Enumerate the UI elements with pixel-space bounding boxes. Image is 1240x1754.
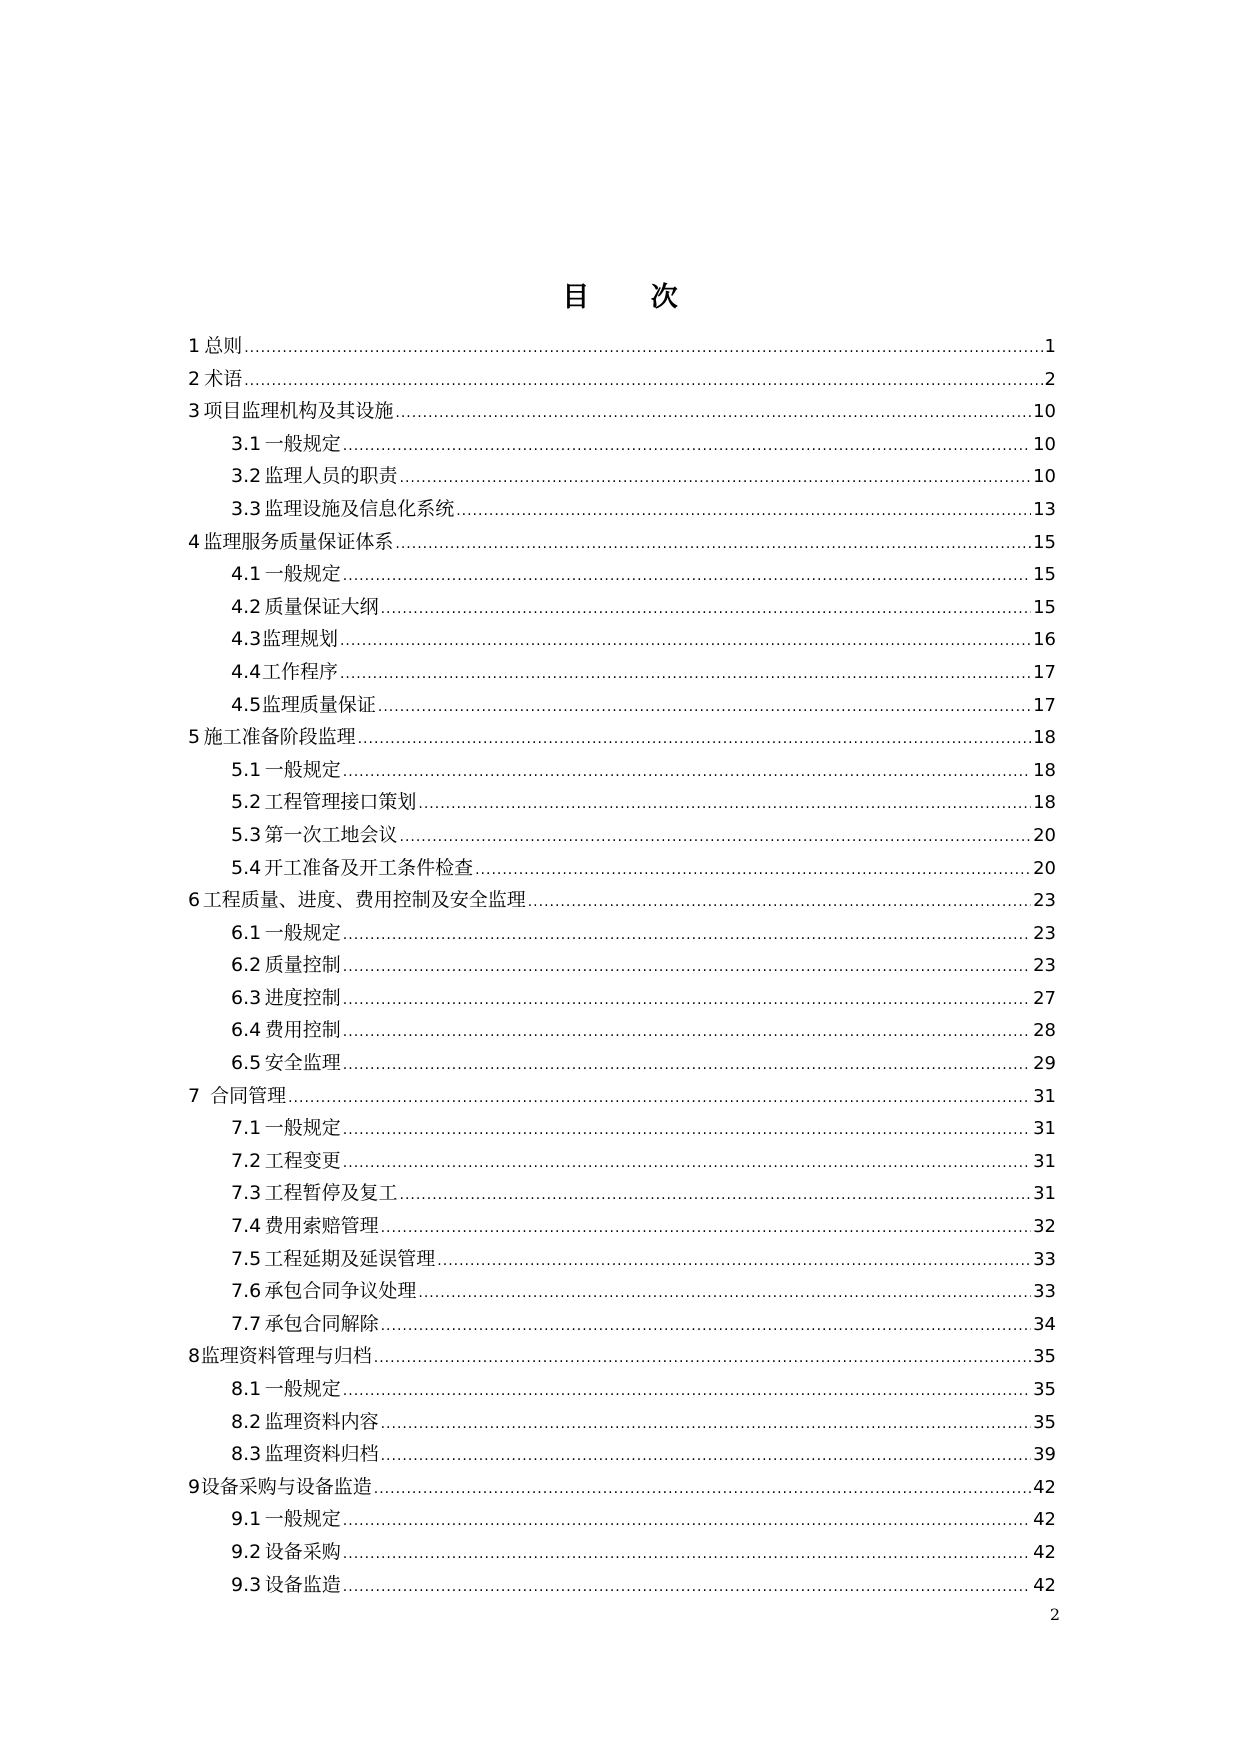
page-number: 2 [1049,1605,1060,1624]
toc-entry-label: 质量保证大纲 [264,595,379,618]
toc-entry-page: 17 [1033,694,1056,716]
toc-entry-label: 工程暂停及复工 [264,1182,398,1205]
toc-entry-page: 34 [1033,1313,1056,1335]
toc-entry-label: 费用控制 [264,1019,341,1042]
toc-entry-number: 7 [188,1084,201,1107]
toc-dot-leader [395,528,1031,561]
toc-entry-page: 20 [1033,857,1056,879]
toc-entry-page: 16 [1033,629,1056,651]
toc-entry-label: 设备采购 [264,1540,341,1563]
toc-entry-page: 33 [1033,1248,1056,1270]
toc-dot-leader [381,1310,1032,1343]
toc-entry-label: 监理质量保证 [261,693,376,716]
toc-entry-number: 9.1 [231,1508,262,1531]
toc-entry-number: 4.2 [231,595,262,618]
toc-dot-leader [343,430,1031,463]
toc-entry[interactable] [188,884,1056,917]
toc-entry-page: 18 [1033,792,1056,814]
toc-entry-number: 7.7 [231,1312,262,1335]
toc-dot-leader [343,756,1031,789]
toc-entry-page: 18 [1033,759,1056,781]
toc-dot-leader [244,365,1042,398]
toc-entry-page: 31 [1033,1150,1056,1172]
toc-entry[interactable] [188,982,1056,1015]
toc-entry[interactable] [188,330,1056,363]
toc-entry-page: 15 [1033,531,1056,553]
toc-entry-number: 5.3 [231,823,262,846]
toc-entry-number: 6.5 [231,1052,262,1075]
toc-entry-label: 工作程序 [261,660,338,683]
toc-entry-label: 一般规定 [264,563,341,586]
toc-dot-leader [418,788,1031,821]
toc-entry-label: 一般规定 [264,1117,341,1140]
toc-entry-page: 17 [1033,661,1056,683]
toc-entry-number: 4 [188,530,201,553]
toc-entry-page: 2 [1044,368,1056,390]
toc-entry-page: 15 [1033,596,1056,618]
toc-dot-leader [343,1571,1031,1604]
toc-entry-number: 7.5 [231,1247,262,1270]
toc-entry-number: 4.3 [231,628,262,651]
toc-entry-label: 质量控制 [264,954,341,977]
toc-entry[interactable] [188,1373,1056,1406]
toc-entry-number: 6.4 [231,1019,262,1042]
toc-entry-number: 6.1 [231,921,262,944]
toc-entry[interactable] [188,786,1056,819]
toc-entry-number: 7.6 [231,1280,262,1303]
toc-entry[interactable] [188,917,1056,950]
toc-entry-number: 8.3 [231,1443,262,1466]
toc-entry-number: 5.1 [231,758,262,781]
toc-entry-page: 32 [1033,1216,1056,1238]
toc-dot-leader [437,1245,1031,1278]
toc-dot-leader [456,495,1031,528]
toc-entry-number: 7.3 [231,1182,262,1205]
toc-entry[interactable] [188,395,1056,428]
toc-entry-number: 2 [188,367,201,390]
toc-entry-label: 一般规定 [264,758,341,781]
toc-dot-leader [381,1408,1032,1441]
toc-dot-leader [374,1473,1031,1506]
toc-entry-label: 设备监造 [264,1573,341,1596]
toc-dot-leader [400,821,1032,854]
toc-entry-page: 31 [1033,1183,1056,1205]
toc-dot-leader [381,1212,1032,1245]
toc-entry-page: 10 [1033,466,1056,488]
toc-entry-page: 15 [1033,564,1056,586]
toc-entry-number: 5 [188,726,201,749]
toc-dot-leader [343,560,1031,593]
toc-entry-number: 3.3 [231,497,262,520]
toc-entry-label: 一般规定 [264,1378,341,1400]
toc-entry[interactable] [188,1438,1056,1471]
toc-entry[interactable] [188,1145,1056,1178]
toc-entry-page: 35 [1033,1379,1056,1400]
toc-dot-leader [343,1505,1031,1538]
toc-entry[interactable] [188,852,1056,885]
toc-entry-number: 3.2 [231,465,262,488]
toc-entry-label: 监理资料管理与归档 [200,1345,372,1368]
toc-dot-leader [343,1147,1031,1180]
toc-entry[interactable] [188,1536,1056,1569]
toc-entry-number: 7.4 [231,1215,262,1238]
toc-entry-page: 10 [1033,433,1056,455]
toc-entry[interactable] [188,1080,1056,1113]
toc-entry[interactable] [188,493,1056,526]
toc-entry[interactable] [188,1503,1056,1536]
toc-entry-label: 总则 [204,335,243,357]
toc-title: 目 次 [562,282,704,313]
toc-entry-page: 29 [1033,1053,1056,1075]
toc-entry[interactable] [188,1569,1056,1602]
toc-entry-label: 项目监理机构及其设施 [203,400,394,423]
toc-entry-label: 工程管理接口策划 [264,791,417,814]
toc-entry-label: 监理资料内容 [264,1410,379,1433]
toc-entry-label: 开工准备及开工条件检查 [264,856,474,879]
toc-entry-label: 监理设施及信息化系统 [264,497,455,520]
toc-entry[interactable] [188,819,1056,852]
table-of-contents [188,330,1056,1601]
toc-entry-page: 42 [1033,1574,1056,1596]
toc-dot-leader [378,691,1031,724]
toc-entry-page: 28 [1033,1020,1056,1042]
toc-entry-label: 监理规划 [261,628,338,651]
toc-entry-page: 33 [1033,1281,1056,1303]
toc-entry-number: 7.2 [231,1149,262,1172]
toc-entry-page: 23 [1033,922,1056,944]
toc-entry-number: 3 [188,400,201,423]
toc-entry-page: 42 [1033,1509,1056,1531]
toc-entry-page: 20 [1033,824,1056,846]
toc-entry-label: 一般规定 [264,432,341,455]
toc-entry-label: 监理资料归档 [264,1443,379,1466]
toc-entry-number: 6.3 [231,986,262,1009]
toc-entry[interactable] [188,428,1056,461]
toc-entry-label: 进度控制 [264,986,341,1009]
toc-entry-label: 第一次工地会议 [264,823,398,846]
toc-entry[interactable] [188,949,1056,982]
toc-entry[interactable] [188,721,1056,754]
toc-entry[interactable] [188,1210,1056,1243]
toc-entry[interactable] [188,460,1056,493]
toc-dot-leader [400,1179,1032,1212]
toc-entry-number: 7.1 [231,1117,262,1140]
toc-entry-label: 一般规定 [264,921,341,944]
toc-entry-number: 5.4 [231,856,262,879]
toc-dot-leader [340,658,1031,691]
toc-dot-leader [343,1114,1031,1147]
toc-entry-number: 8 [188,1345,201,1368]
toc-entry[interactable] [188,1177,1056,1210]
toc-dot-leader [381,593,1032,626]
toc-dot-leader [244,332,1042,365]
toc-entry[interactable] [188,1275,1056,1308]
toc-entry-number: 1 [188,335,201,357]
toc-dot-leader [374,1342,1031,1375]
toc-entry-number: 5.2 [231,791,262,814]
toc-entry-page: 31 [1033,1085,1056,1107]
toc-entry-page: 1 [1044,336,1056,357]
toc-dot-leader [343,919,1031,952]
toc-entry[interactable] [188,363,1056,396]
toc-entry-page: 18 [1033,727,1056,749]
toc-entry[interactable] [188,1243,1056,1276]
toc-entry-page: 23 [1033,955,1056,977]
toc-entry[interactable] [188,656,1056,689]
toc-entry-label: 监理人员的职责 [264,465,398,488]
toc-entry-page: 35 [1033,1411,1056,1433]
toc-entry-label: 费用索赔管理 [264,1215,379,1238]
toc-entry[interactable] [188,526,1056,559]
toc-dot-leader [395,397,1031,430]
toc-entry[interactable] [188,558,1056,591]
toc-dot-leader [343,951,1031,984]
toc-entry[interactable] [188,1406,1056,1439]
toc-entry-number: 8.2 [231,1410,262,1433]
toc-entry-label: 合同管理 [210,1084,287,1107]
toc-entry-label: 工程延期及延误管理 [264,1247,436,1270]
toc-entry[interactable] [188,591,1056,624]
toc-entry-number: 6.2 [231,954,262,977]
toc-entry-label: 工程变更 [264,1149,341,1172]
toc-entry-page: 42 [1033,1541,1056,1563]
toc-entry[interactable] [188,1308,1056,1341]
toc-entry-label: 工程质量、进度、费用控制及安全监理 [202,889,526,912]
toc-dot-leader [400,462,1032,495]
toc-entry[interactable] [188,754,1056,787]
toc-entry-page: 13 [1033,498,1056,520]
toc-entry-label: 承包合同争议处理 [264,1280,417,1303]
toc-entry-page: 23 [1033,890,1056,912]
toc-entry[interactable] [188,1112,1056,1145]
toc-entry-page: 10 [1033,401,1056,423]
toc-entry-number: 8.1 [231,1378,262,1400]
toc-dot-leader [418,1277,1031,1310]
toc-entry-number: 3.1 [231,432,262,455]
toc-entry-label: 安全监理 [264,1052,341,1075]
toc-entry[interactable] [188,1047,1056,1080]
toc-entry-label: 监理服务质量保证体系 [203,530,394,553]
toc-entry-label: 术语 [204,367,243,390]
toc-entry-label: 施工准备阶段监理 [203,726,356,749]
toc-entry-page: 35 [1033,1346,1056,1368]
toc-entry-number: 4.5 [231,693,262,716]
toc-entry-number: 9 [188,1475,201,1498]
toc-entry[interactable] [188,623,1056,656]
toc-entry-page: 42 [1033,1476,1056,1498]
toc-entry-number: 4.4 [231,660,262,683]
toc-dot-leader [343,1016,1031,1049]
toc-entry[interactable] [188,1340,1056,1373]
toc-dot-leader [288,1082,1031,1115]
toc-entry-label: 设备采购与设备监造 [200,1475,372,1498]
toc-entry-label: 承包合同解除 [264,1312,379,1335]
toc-entry-number: 9.3 [231,1573,262,1596]
toc-dot-leader [340,625,1031,658]
toc-entry-page: 31 [1033,1118,1056,1140]
toc-dot-leader [528,886,1031,919]
toc-entry-label: 一般规定 [264,1508,341,1531]
toc-dot-leader [343,984,1031,1017]
toc-dot-leader [343,1375,1031,1408]
toc-dot-leader [475,854,1031,887]
toc-entry-page: 27 [1033,987,1056,1009]
toc-entry-page: 39 [1033,1444,1056,1466]
toc-dot-leader [358,723,1032,756]
toc-entry[interactable] [188,1014,1056,1047]
toc-entry[interactable] [188,1471,1056,1504]
toc-entry[interactable] [188,689,1056,722]
toc-entry-number: 4.1 [231,563,262,586]
toc-dot-leader [343,1538,1031,1571]
toc-entry-number: 9.2 [231,1540,262,1563]
toc-entry-number: 6 [188,889,201,912]
toc-dot-leader [343,1049,1031,1082]
toc-dot-leader [381,1440,1032,1473]
